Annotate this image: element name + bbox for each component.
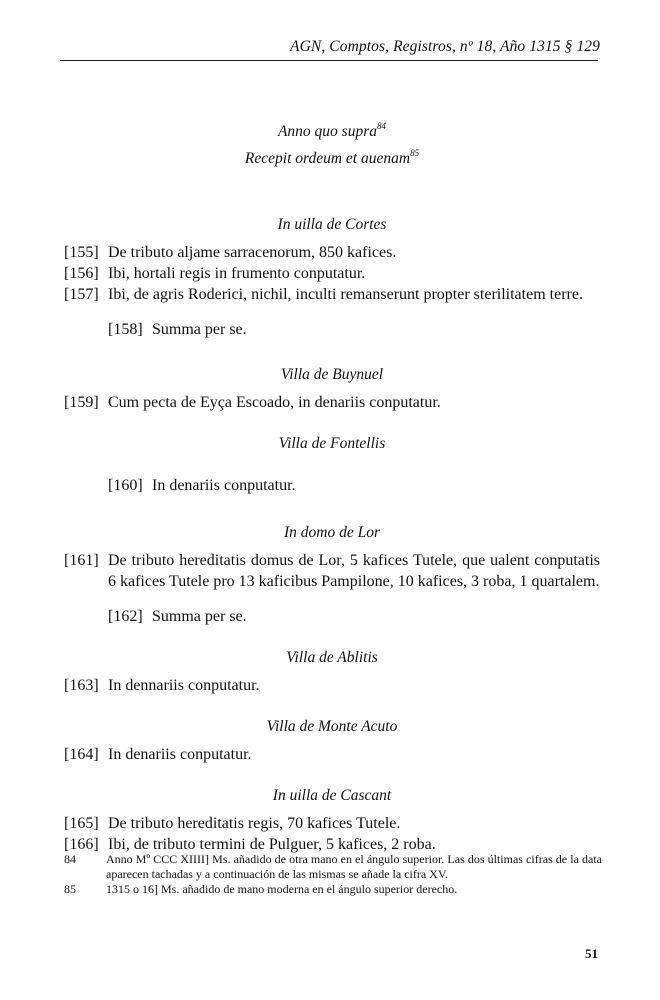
section-heading (64, 785, 600, 807)
section (64, 716, 600, 765)
entry-number: [165] (64, 815, 99, 833)
section-heading (64, 716, 600, 738)
entry-number: [161] (64, 552, 99, 570)
section-heading-text: Anno quo supra (277, 123, 378, 141)
entry-text: Ibi, hortali regis in frumento conputatur. (108, 265, 366, 283)
section (64, 647, 600, 696)
footnote-number: 84 (64, 852, 76, 866)
entry-text: In dennariis conputatur. (108, 677, 260, 695)
footnote-number: 85 (64, 882, 76, 896)
section-heading-text: Villa de Fontellis (278, 435, 386, 453)
section-heading (64, 433, 600, 455)
entry (64, 475, 600, 496)
entry-text: Summa per se. (152, 321, 247, 339)
document-body (64, 96, 600, 855)
footnote-ref: 84 (377, 121, 387, 131)
section-heading (64, 214, 600, 236)
section-heading (64, 143, 600, 170)
footnote-text: Anno Mº CCC XIIII] Ms. añadido de otra mano en el ángulo superior. Las dos últimas cifras de la data aparecen tachadas y a continuación de las mismas se añade la cifra XV. (106, 852, 602, 881)
section-heading-text: Recepit ordeum et auenam (244, 150, 411, 168)
section-heading (64, 647, 600, 669)
entry (64, 675, 600, 696)
entry-number: [163] (64, 677, 99, 695)
entry (64, 284, 600, 305)
section (64, 364, 600, 413)
entry (64, 242, 600, 263)
entry (64, 550, 600, 592)
entry-number: [157] (64, 286, 99, 304)
entry-number: [156] (64, 265, 99, 283)
entry (64, 813, 600, 834)
entry-number: [159] (64, 394, 99, 412)
section (64, 433, 600, 496)
entry (64, 392, 600, 413)
section (64, 785, 600, 855)
entry-text: De tributo hereditatis regis, 70 kafices Tutele. (108, 815, 401, 833)
section-heading-text: Villa de Monte Acuto (266, 718, 398, 736)
footnote (64, 852, 602, 882)
entry-text: De tributo aljame sarracenorum, 850 kafices. (108, 244, 397, 262)
section-heading (64, 522, 600, 544)
entry-text: In denariis conputatur. (108, 746, 252, 764)
section-heading-text: In domo de Lor (283, 524, 380, 542)
header-rule (60, 60, 598, 61)
entry-text: Ibi, de tributo termini de Pulguer, 5 kafices, 2 roba. (108, 836, 436, 854)
footnote-text: 1315 o 16] Ms. añadido de mano moderna en el ángulo superior derecho. (106, 882, 458, 896)
entry-number: [162] (108, 608, 143, 626)
entry (64, 263, 600, 284)
section (64, 214, 600, 340)
section-heading-text: In uilla de Cortes (277, 216, 387, 234)
entry (64, 744, 600, 765)
section (64, 522, 600, 627)
entry-number: [158] (108, 321, 143, 339)
running-head: AGN, Comptos, Registros, nº 18, Año 1315 § 129 (290, 38, 600, 55)
footnote-ref: 85 (410, 148, 420, 159)
section (64, 116, 600, 170)
entry-number: [160] (108, 477, 143, 495)
entry-text: Summa per se. (152, 608, 247, 626)
entry (64, 319, 600, 340)
page-number: 51 (585, 946, 598, 961)
section-heading-text: Villa de Buynuel (280, 366, 384, 384)
footnote (64, 882, 602, 897)
entry-text: Ibi, de agris Roderici, nichil, inculti remanserunt propter sterilitatem terre. (108, 286, 583, 304)
footnotes (64, 852, 602, 897)
section-heading (64, 364, 600, 386)
section-heading-text: Villa de Ablitis (286, 649, 378, 667)
entry-number: [164] (64, 746, 99, 764)
entry-number: [166] (64, 836, 99, 854)
entry-text: Cum pecta de Eyça Escoado, in denariis conputatur. (108, 394, 441, 412)
section-heading-text: In uilla de Cascant (272, 787, 392, 805)
entry-text: De tributo hereditatis domus de Lor, 5 kafices Tutele, que ualent conputatis 6 kafices Tutele pro 13 kaficibus Pampilone, 10 kafices, 3 roba, 1 quartalem. (108, 552, 600, 591)
section-heading (64, 116, 600, 143)
entry-text: In denariis conputatur. (152, 477, 296, 495)
entry (64, 606, 600, 627)
entry-number: [155] (64, 244, 99, 262)
